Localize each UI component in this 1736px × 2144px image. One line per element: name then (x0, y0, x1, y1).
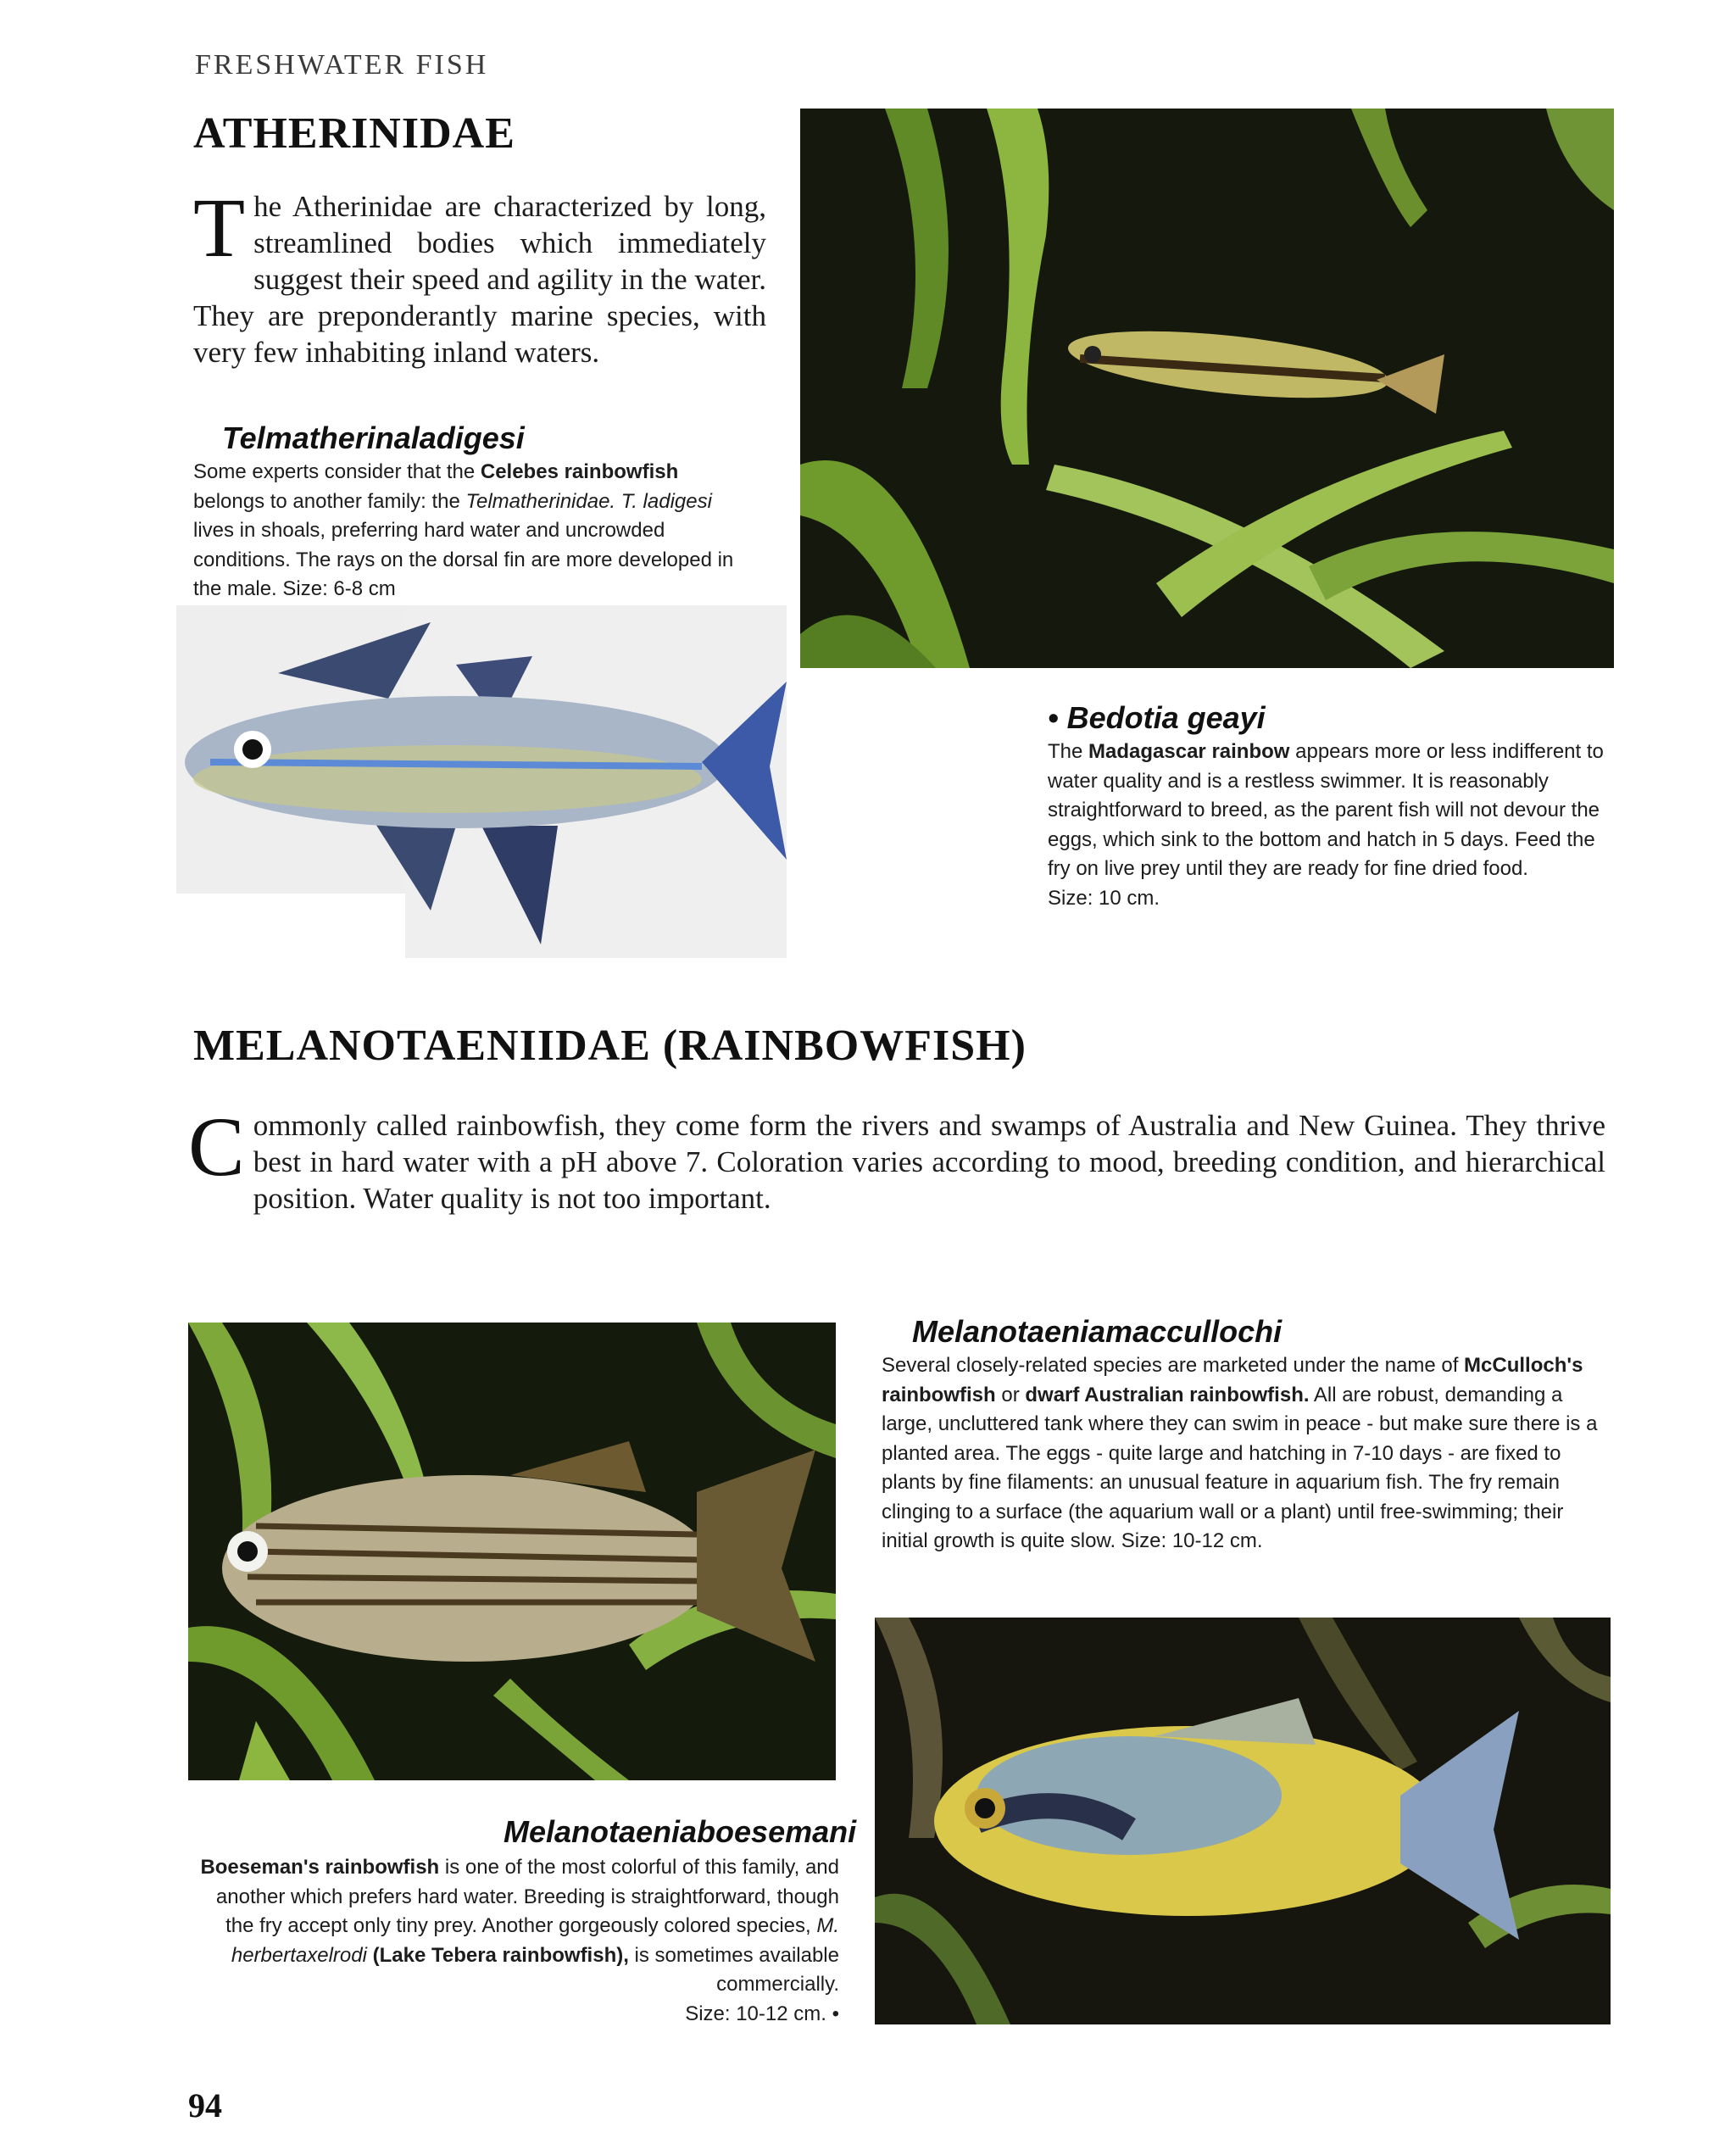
species-name-telmatherina: Telmatherinaladigesi (222, 420, 525, 455)
photo-melanotaenia-maccullochi (188, 1323, 836, 1780)
caption-bedotia (1048, 738, 1607, 913)
caption-telmatherina-text-3: lives in shoals, preferring hard water and uncrowded conditions. The rays on the dorsal fin are more developed in the male. Size: 6-8 cm (193, 519, 734, 600)
species-name-maccullochi: Melanotaeniamaccullochi (912, 1314, 1283, 1349)
section-title-melanotaeniidae: MELANOTAENIIDAE (RAINBOWFISH) (193, 1022, 1027, 1070)
melanotaeniidae-intro (188, 1100, 1605, 1217)
caption-bedotia-text-2: appears more or less indifferent to water quality and is a restless swimmer. It is reasonably straightforward to breed, as the parent fish will not devour the eggs, which sink to the bottom and hatch in 5 days. Feed the fry on live prey until they are ready for fine dried food. (1048, 740, 1604, 880)
atherinidae-intro (193, 181, 766, 370)
caption-maccullochi-text-1: Several closely-related species are marketed under the name of (882, 1354, 1465, 1377)
caption-boesemani-text-2: is sometimes available commercially. (628, 1943, 839, 1996)
species-name-bedotia: • Bedotia geayi (1048, 700, 1266, 735)
caption-maccullochi-text-2: or (995, 1383, 1026, 1406)
caption-boesemani-text-1: is one of the most colorful of this family, and another which prefers hard water. Breeding is straightforward, though the fry accept only tiny prey. Another gorgeously colored species, (215, 1856, 839, 1937)
caption-maccullochi (882, 1351, 1609, 1556)
species-name-boesemani: Melanotaeniaboesemani (504, 1814, 857, 1849)
caption-bedotia-text-1: The (1048, 740, 1089, 763)
caption-boesemani (188, 1853, 839, 2029)
page-number: 94 (188, 2086, 222, 2125)
caption-telmatherina-text-1: Some experts consider that the (193, 460, 481, 483)
dropcap-c: C (188, 1100, 245, 1194)
caption-telmatherina-text-2: belongs to another family: the (193, 489, 466, 513)
atherinidae-intro-text: he Atherinidae are characterized by long, streamlined bodies which immediately suggest their speed and agility in the water. They are preponderantly marine species, with very few inhabiting inland waters. (193, 190, 766, 369)
dropcap-t: T (193, 181, 246, 275)
caption-boesemani-italic: M. herbertaxelrodi (231, 1914, 839, 1967)
common-name-lake-tebera-rainbowfish: (Lake Tebera rainbowfish), (366, 1943, 629, 1967)
photo-melanotaenia-boesemani (875, 1618, 1611, 2024)
melanotaeniidae-intro-text: ommonly called rainbowfish, they come form the rivers and swamps of Australia and New Guinea. They thrive best in hard water with a pH above 7. Coloration varies according to mood, breeding condition, and hierarchical position. Water quality is not too important. (253, 1109, 1605, 1215)
common-name-madagascar-rainbow: Madagascar rainbow (1088, 740, 1290, 763)
photo-bedotia-geayi (800, 109, 1614, 668)
common-name-celebes-rainbowfish: Celebes rainbowfish (480, 460, 679, 483)
common-name-boesemans-rainbowfish: Boeseman's rainbowfish (200, 1856, 440, 1879)
caption-telmatherina-italic: Telmatherinidae. T. ladigesi (465, 489, 712, 513)
common-name-mccullochs-rainbowfish: McCulloch's rainbowfish (882, 1354, 1583, 1406)
running-head: FRESHWATER FISH (195, 49, 489, 81)
common-name-dwarf-australian-rainbowfish: dwarf Australian rainbowfish. (1025, 1383, 1310, 1406)
photo-telmatherina-ladigesi (176, 605, 787, 958)
caption-bedotia-size: Size: 10 cm. (1048, 886, 1160, 910)
section-title-atherinidae: ATHERINIDAE (193, 109, 515, 158)
caption-maccullochi-text-3: All are robust, demanding a large, uncluttered tank where they can swim in peace - but make sure there is a planted area. The eggs - quite large and hatching in 7-10 days - are fixed to plants by fine filaments: an unusual feature in aquarium fish. The fry remain clinging to a surface (the aquarium wall or a plant) until free-swimming; their initial growth is quite slow. Size: 10-12 cm. (882, 1383, 1598, 1552)
caption-boesemani-size: Size: 10-12 cm. • (685, 2002, 839, 2025)
caption-telmatherina (193, 458, 753, 604)
